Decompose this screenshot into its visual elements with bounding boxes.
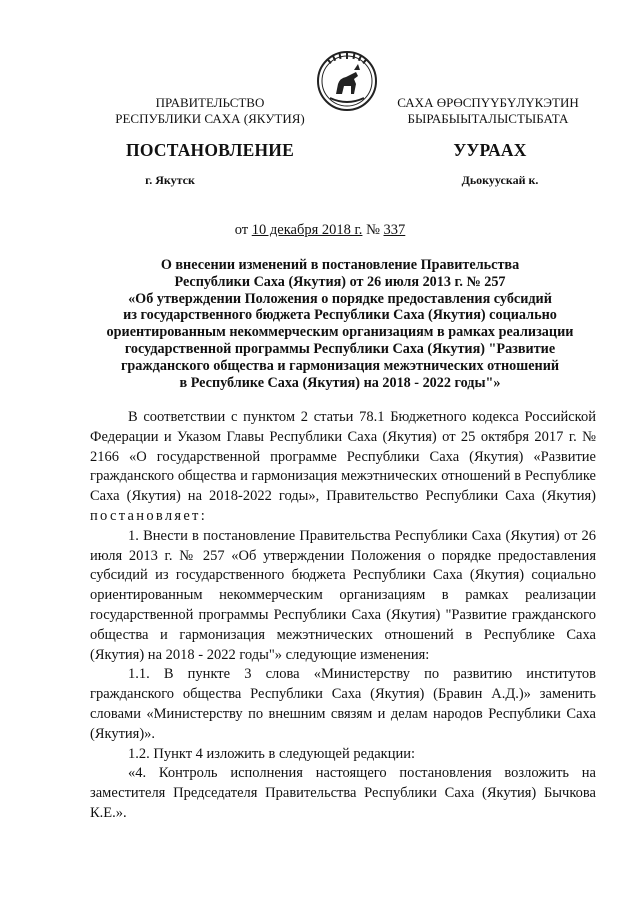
org-line: РЕСПУБЛИКИ САХА (ЯКУТИЯ) <box>115 111 305 126</box>
subject-line: из государственного бюджета Республики Саха (Якутия) социально <box>123 307 557 324</box>
document-type-russian: ПОСТАНОВЛЕНИЕ <box>126 140 294 160</box>
body-paragraph-item-4-text: «4. Контроль исполнения настоящего постановления возложить на заместителя Председателя Правительства Республики Саха (Якутия) Бычкова К.Е.». <box>90 765 596 821</box>
date-prefix: от <box>234 222 252 238</box>
document-body <box>90 408 596 824</box>
document-type-yakut: УУРААХ <box>453 140 527 160</box>
document-number: 337 <box>383 222 406 238</box>
document-date: 10 декабря 2018 г. <box>251 222 363 238</box>
number-prefix: № <box>362 222 384 238</box>
city-russian: г. Якутск <box>145 173 195 187</box>
government-name-yakut <box>368 95 608 127</box>
body-paragraph-item-1-2: 1.2. Пункт 4 изложить в следующей редакции: <box>128 745 416 762</box>
government-name-russian <box>100 95 320 127</box>
document-subject <box>95 257 585 391</box>
subject-line: О внесении изменений в постановление Правительства <box>160 257 520 273</box>
subject-line: в Республике Саха (Якутия) на 2018 - 2022 годы"» <box>179 374 501 391</box>
body-paragraph-preamble <box>90 408 596 527</box>
body-paragraph-item-1: 1. Внести в постановление Правительства Республики Саха (Якутия) от 26 июля 2013 г. № 257 «Об утверждении Положения о порядке предоставления субсидий из государственного бюджета Республики Саха (Якутия) социально ориентированным некоммерческим организациям в рамках реализации государственной программы Республики Саха (Якутия) "Развитие гражданского общества и гармонизация межэтнических отношений в Республике Саха (Якутия) на 2018 - 2022 годы"» следующие изменения: <box>90 527 596 663</box>
city-yakut: Дьокуускай к. <box>461 173 539 187</box>
subject-line: гражданского общества и гармонизация межэтнических отношений <box>120 357 560 374</box>
subject-line: «Об утверждении Положения о порядке предоставления субсидий <box>128 290 552 307</box>
subject-line: Республики Саха (Якутия) от 26 июля 2013 г. № 257 <box>174 273 506 290</box>
decree-verb: постановляет: <box>90 507 208 524</box>
org-line: ПРАВИТЕЛЬСТВО <box>155 95 265 110</box>
org-line: САХА ӨРӨСПҮҮБҮЛҮКЭТИН <box>397 95 579 110</box>
subject-line: ориентированным некоммерческим организациям в рамках реализации <box>106 324 574 341</box>
org-line: БЫРАБЫЫТАЛЫСТЫБАТА <box>407 111 569 126</box>
preamble-text: В соответствии с пунктом 2 статьи 78.1 Бюджетного кодекса Российской Федерации и Указом Главы Республики Саха (Якутия) от 25 октября 2017 г. № 2166 «О государственной программе Республики Саха (Якутия) «Развитие гражданского общества и гармонизация межэтнических отношений в Республике Саха (Якутия) на 2018-2022 годы», Правительство Республики Саха (Якутия) <box>90 409 596 505</box>
subject-line: государственной программы Республики Саха (Якутия) "Развитие <box>124 340 556 357</box>
date-and-number <box>0 222 640 239</box>
body-paragraph-item-1-1: 1.1. В пункте 3 слова «Министерству по развитию институтов гражданского общества Республики Саха (Якутия) (Бравин А.Д.)» заменить словами «Министерству по внешним связям и делам народов Республики Саха (Якутия)». <box>90 666 596 742</box>
